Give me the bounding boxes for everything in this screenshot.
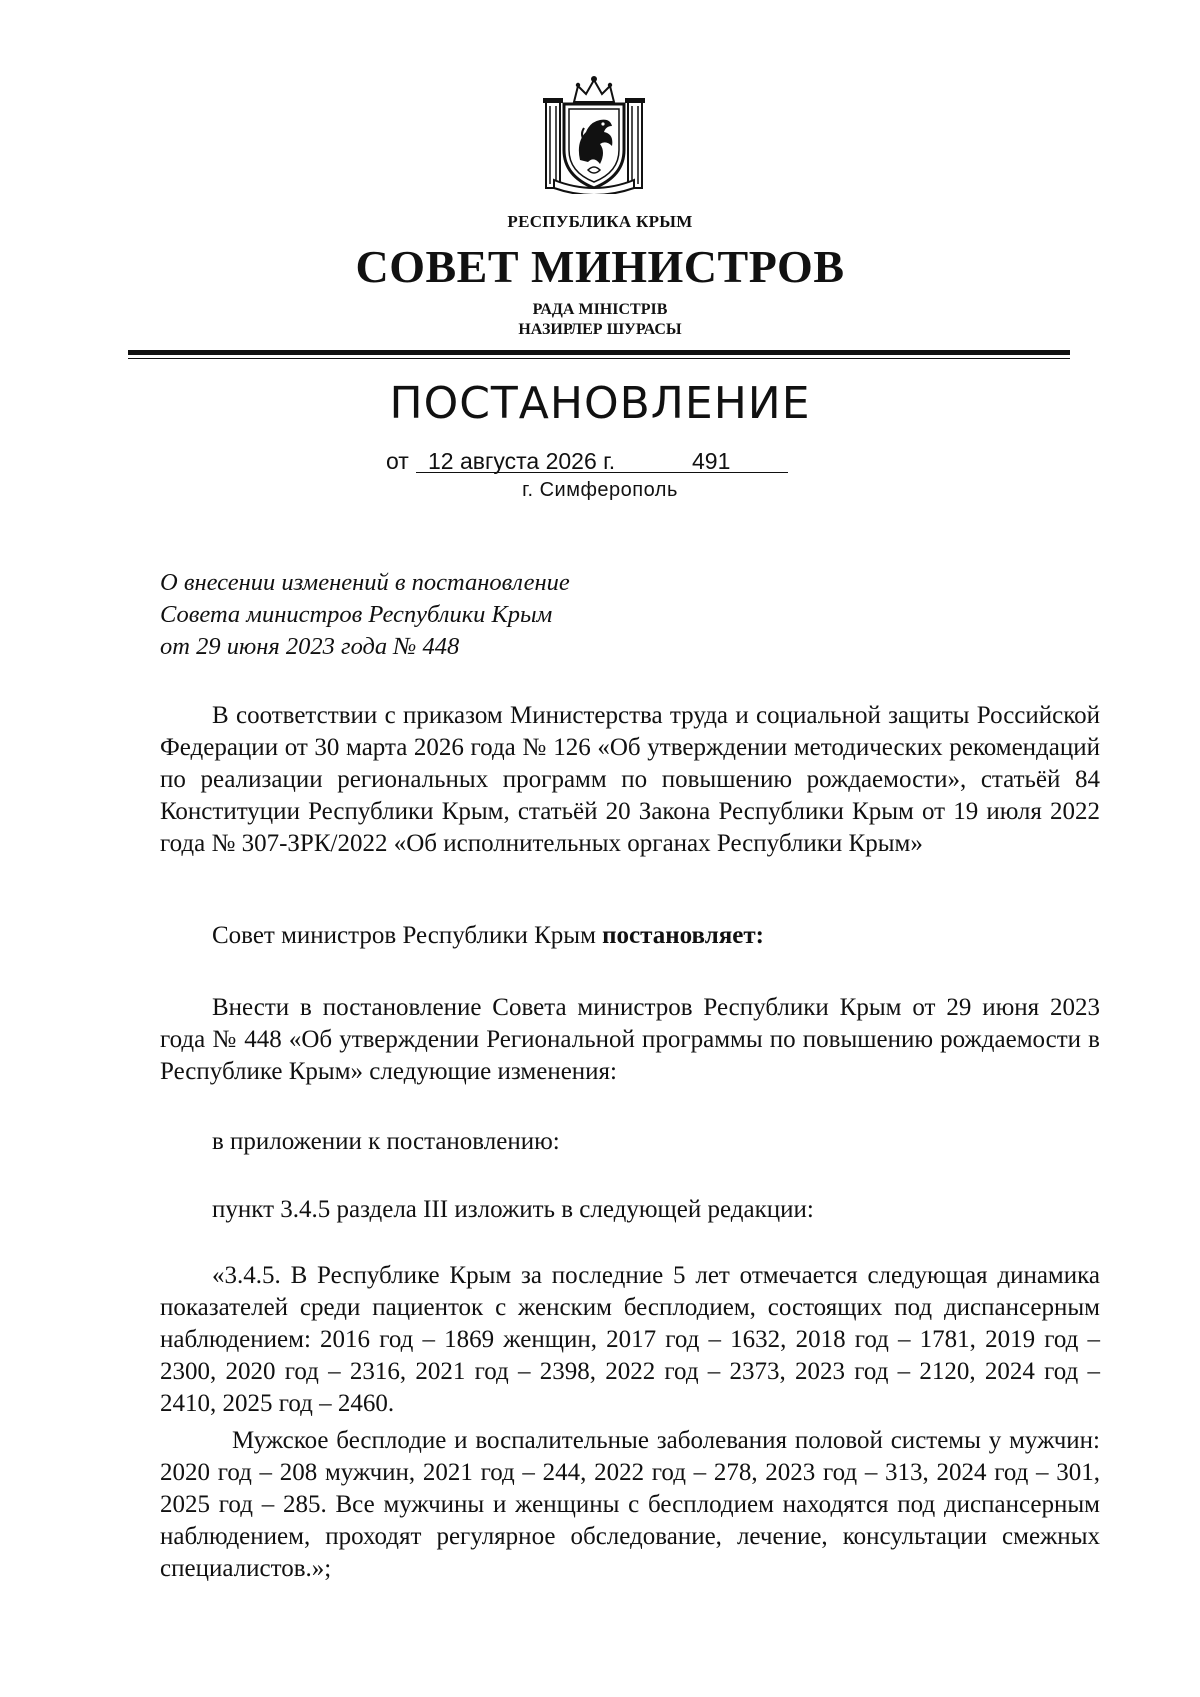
- document-type: ПОСТАНОВЛЕНИЕ: [389, 378, 811, 429]
- annex-text: в приложении к постановлению:: [212, 1128, 560, 1155]
- clause-text: пункт 3.4.5 раздела III изложить в следующей редакции:: [212, 1196, 814, 1223]
- subject-line: Совета министров Республики Крым: [160, 601, 553, 628]
- quoted-clause-text-2: Мужское бесплодие и воспалительные заболевания половой системы у мужчин: 2020 год – 208 мужчин, 2021 год – 244, 2022 год – 278, 2023 год – 313, 2024 год – 301, 2025 год – 285. Все мужчины и женщины с бесплодием находятся под диспансерным наблюдением, проходят регулярное обследование, лечение, консультации смежных специалистов.»;: [160, 1427, 1100, 1582]
- header-divider-thin: [128, 358, 1070, 359]
- date-number-line: [386, 448, 806, 476]
- header-divider-thick: [128, 350, 1070, 355]
- resolves-text: Совет министров Республики Крым: [212, 922, 603, 949]
- preamble-paragraph: [160, 700, 1100, 860]
- document-date: 12 августа 2026 г.: [428, 448, 616, 474]
- quoted-clause-paragraph-2: [160, 1425, 1100, 1585]
- quoted-clause-text-1: «3.4.5. В Республике Крым за последние 5 лет отмечается следующая динамика показателей среди пациенток с женским бесплодием, состоящих под диспансерным наблюдением: 2016 год – 1869 женщин, 2017 год – 1632, 2018 год – 1781, 2019 год – 2300, 2020 год – 2316, 2021 год – 2398, 2022 год – 2373, 2023 год – 2120, 2024 год – 2410, 2025 год – 2460.: [160, 1262, 1100, 1417]
- preamble-text: В соответствии с приказом Министерства труда и социальной защиты Российской Федерации от 30 марта 2026 года № 126 «Об утверждении методических рекомендаций по реализации региональных программ по повышению рождаемости», статьёй 84 Конституции Республики Крым, статьёй 20 Закона Республики Крым от 19 июля 2022 года № 307-ЗРК/2022 «Об исполнительных органах Республики Крым»: [160, 702, 1100, 857]
- subject-line: от 29 июня 2023 года № 448: [160, 633, 460, 660]
- resolves-keyword: постановляет:: [602, 922, 764, 949]
- clause-paragraph: [160, 1194, 1100, 1226]
- region-name: РЕСПУБЛИКА КРЫМ: [507, 212, 693, 231]
- quoted-clause-paragraph-1: [160, 1260, 1100, 1420]
- document-city: г. Симферополь: [522, 479, 678, 501]
- subject-line: О внесении изменений в постановление: [160, 569, 570, 596]
- document-subject: [160, 567, 760, 663]
- resolves-paragraph: [160, 920, 1100, 952]
- date-prefix: от: [386, 448, 409, 474]
- amend-paragraph: [160, 992, 1100, 1088]
- organization-title-crh: НАЗИРЛЕР ШУРАСЫ: [518, 321, 682, 338]
- organization-title: СОВЕТ МИНИСТРОВ: [355, 241, 845, 292]
- amend-text: Внести в постановление Совета министров Республики Крым от 29 июня 2023 года № 448 «Об утверждении Региональной программы по повышению рождаемости в Республике Крым» следующие изменения:: [160, 994, 1100, 1085]
- annex-paragraph: [160, 1126, 1100, 1158]
- coat-of-arms-icon: [540, 72, 648, 194]
- resolves-line: [160, 920, 1100, 952]
- organization-title-uk: РАДА МІНІСТРІВ: [532, 301, 668, 318]
- document-number: 491: [692, 448, 731, 474]
